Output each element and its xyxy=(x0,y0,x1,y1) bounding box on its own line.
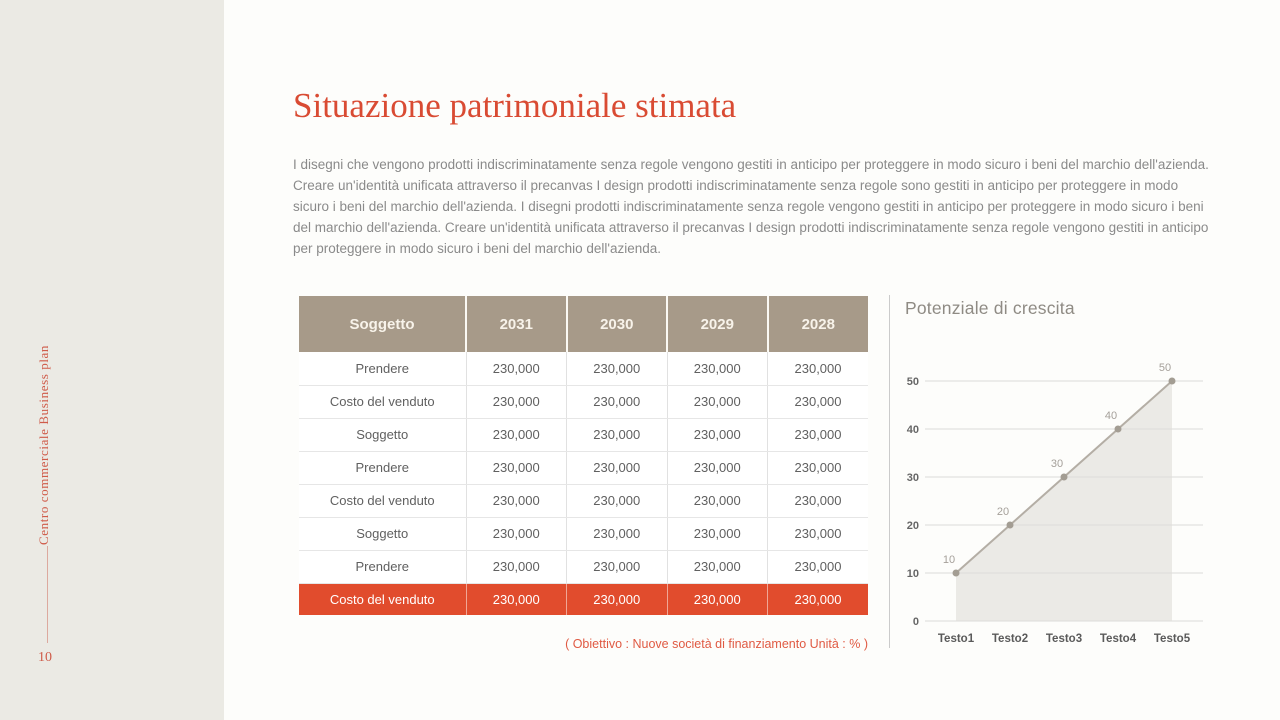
data-point-label: 20 xyxy=(996,506,1010,518)
data-point xyxy=(1061,474,1068,481)
row-label-cell: Costo del venduto xyxy=(299,385,466,418)
value-cell: 230,000 xyxy=(567,385,668,418)
x-axis-category-label: Testo4 xyxy=(1099,633,1137,645)
table-caption: ( Obiettivo : Nuove società di finanziamento Unità : % ) xyxy=(565,637,868,651)
row-label-cell: Costo del venduto xyxy=(299,484,466,517)
value-cell: 230,000 xyxy=(768,418,869,451)
column-header-2031: 2031 xyxy=(466,296,567,352)
column-header-2029: 2029 xyxy=(667,296,768,352)
value-cell: 230,000 xyxy=(466,352,567,385)
value-cell: 230,000 xyxy=(466,484,567,517)
value-cell: 230,000 xyxy=(768,550,869,583)
section-divider-line xyxy=(889,295,890,648)
value-cell: 230,000 xyxy=(567,451,668,484)
data-point-label: 10 xyxy=(942,554,956,566)
table-row xyxy=(299,550,868,583)
data-point-label: 30 xyxy=(1050,458,1064,470)
value-cell: 230,000 xyxy=(667,451,768,484)
table-header xyxy=(299,296,868,352)
row-label-cell: Prendere xyxy=(299,352,466,385)
y-axis-tick-label: 30 xyxy=(906,472,919,484)
table-row xyxy=(299,484,868,517)
body-paragraph: I disegni che vengono prodotti indiscriminatamente senza regole vengono gestiti in anticipo per proteggere in modo sicuro i beni del marchio dell'azienda. Creare un'identità unificata attraverso il precanvas I design prodotti indiscriminatamente senza regole sono gestiti in anticipo per proteggere in modo sicuro i beni del marchio dell'azienda. I disegni prodotti indiscriminatamente senza regole vengono gestiti in anticipo per proteggere in modo sicuro i beni del marchio dell'azienda. Creare un'identità unificata attraverso il precanvas I design prodotti indiscriminatamente senza regole vengono gestiti in anticipo per proteggere in modo sicuro i beni del marchio dell'azienda. xyxy=(293,157,1209,256)
value-cell: 230,000 xyxy=(466,451,567,484)
value-cell: 230,000 xyxy=(567,352,668,385)
value-cell: 230,000 xyxy=(567,517,668,550)
value-cell: 230,000 xyxy=(667,385,768,418)
table-row xyxy=(299,418,868,451)
financial-table xyxy=(299,296,868,615)
column-header-2028: 2028 xyxy=(768,296,869,352)
table-body xyxy=(299,352,868,615)
growth-area-chart xyxy=(895,350,1215,650)
data-point xyxy=(953,570,960,577)
value-cell: 230,000 xyxy=(567,484,668,517)
y-axis-tick-label: 10 xyxy=(906,568,919,580)
value-cell: 230,000 xyxy=(667,550,768,583)
row-label-cell: Prendere xyxy=(299,550,466,583)
x-axis-category-label: Testo2 xyxy=(991,633,1029,645)
value-cell: 230,000 xyxy=(667,517,768,550)
data-point xyxy=(1007,522,1014,529)
y-axis-tick-label: 20 xyxy=(906,520,919,532)
value-cell: 230,000 xyxy=(667,583,768,615)
chart-canvas xyxy=(895,350,1215,650)
value-cell: 230,000 xyxy=(466,517,567,550)
value-cell: 230,000 xyxy=(768,583,869,615)
x-axis-category-label: Testo3 xyxy=(1045,633,1083,645)
value-cell: 230,000 xyxy=(466,385,567,418)
value-cell: 230,000 xyxy=(466,583,567,615)
x-axis-category-label: Testo1 xyxy=(937,633,975,645)
table-row xyxy=(299,583,868,615)
row-label-cell: Costo del venduto xyxy=(299,583,466,615)
x-axis-category-label: Testo5 xyxy=(1153,633,1191,645)
value-cell: 230,000 xyxy=(768,484,869,517)
table-row xyxy=(299,517,868,550)
sidebar xyxy=(0,0,224,720)
page-title: Situazione patrimoniale stimata xyxy=(293,86,737,125)
column-header-2030: 2030 xyxy=(567,296,668,352)
y-axis-tick-label: 50 xyxy=(906,376,919,388)
chart-title: Potenziale di crescita xyxy=(905,298,1075,318)
page-number: 10 xyxy=(38,650,52,665)
value-cell: 230,000 xyxy=(667,352,768,385)
value-cell: 230,000 xyxy=(567,418,668,451)
row-label-cell: Soggetto xyxy=(299,418,466,451)
data-point-label: 40 xyxy=(1104,410,1118,422)
value-cell: 230,000 xyxy=(768,451,869,484)
table-row xyxy=(299,352,868,385)
value-cell: 230,000 xyxy=(768,517,869,550)
y-axis-tick-label: 0 xyxy=(912,616,919,628)
value-cell: 230,000 xyxy=(768,385,869,418)
value-cell: 230,000 xyxy=(466,550,567,583)
value-cell: 230,000 xyxy=(667,418,768,451)
table-row xyxy=(299,451,868,484)
column-header-label: Soggetto xyxy=(299,296,466,352)
value-cell: 230,000 xyxy=(667,484,768,517)
sidebar-vertical-label: Centro commerciale Business plan xyxy=(36,344,51,546)
chart-area-fill xyxy=(956,381,1172,621)
y-axis-tick-label: 40 xyxy=(906,424,919,436)
row-label-cell: Prendere xyxy=(299,451,466,484)
sidebar-divider-line xyxy=(47,546,48,643)
value-cell: 230,000 xyxy=(466,418,567,451)
value-cell: 230,000 xyxy=(768,352,869,385)
data-point xyxy=(1115,426,1122,433)
data-point xyxy=(1169,378,1176,385)
value-cell: 230,000 xyxy=(567,583,668,615)
value-cell: 230,000 xyxy=(567,550,668,583)
data-point-label: 50 xyxy=(1158,362,1172,374)
row-label-cell: Soggetto xyxy=(299,517,466,550)
table-row xyxy=(299,385,868,418)
